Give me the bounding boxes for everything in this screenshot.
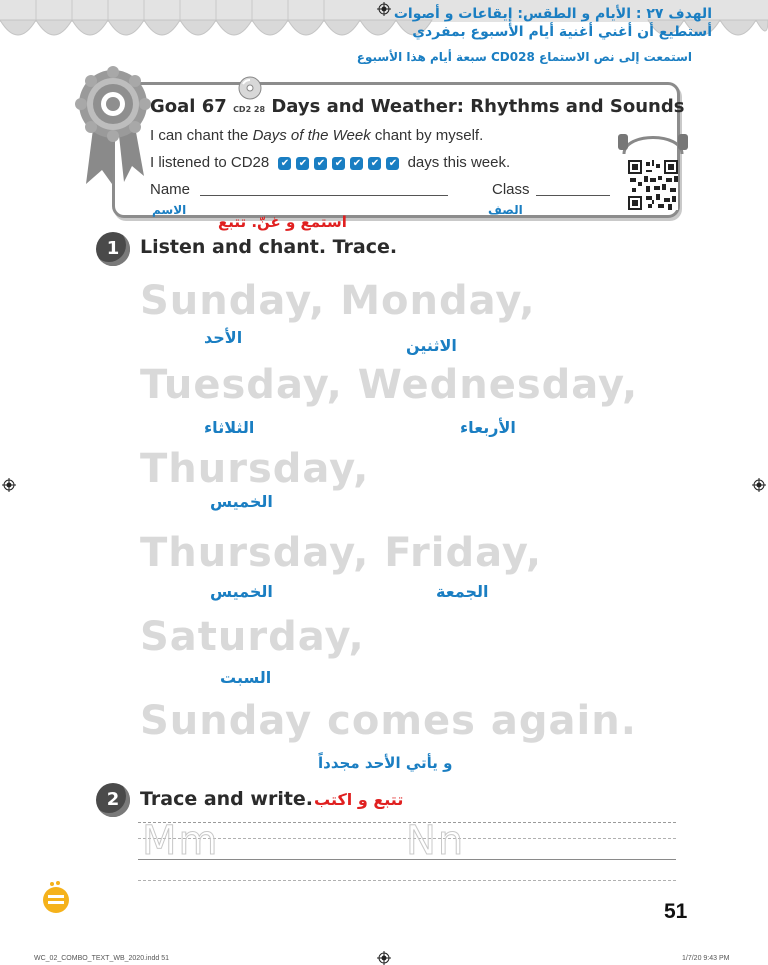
registration-mark-icon bbox=[2, 478, 16, 492]
arabic-section2-instruction: تتبع و اكتب bbox=[314, 790, 404, 809]
arabic-tuesday: الثلاثاء bbox=[204, 418, 255, 437]
headphones-icon bbox=[614, 124, 692, 158]
arabic-goal-title: الهدف ٢٧ : الأيام و الطقس: إيقاعات و أصوات bbox=[393, 6, 712, 22]
name-label: Name bbox=[150, 181, 191, 198]
check-icon[interactable]: ✔ bbox=[278, 157, 291, 170]
arabic-wednesday: الأربعاء bbox=[460, 418, 516, 437]
name-field[interactable] bbox=[200, 195, 448, 196]
arabic-monday: الاثنين bbox=[406, 336, 457, 355]
can-chant-prefix: I can chant the bbox=[150, 127, 253, 144]
trace-line-6: Sunday comes again. bbox=[140, 698, 637, 744]
trace-line-1: Sunday, Monday, bbox=[140, 278, 536, 324]
day-checkboxes bbox=[273, 154, 399, 171]
trace-letters-m: Mm bbox=[142, 818, 220, 864]
section-1-number: 1 bbox=[96, 232, 130, 266]
can-chant-statement bbox=[150, 127, 483, 144]
arabic-listening-note: استمعت إلى نص الاستماع CD028 سبعة أيام هذا الأسبوع bbox=[356, 50, 692, 64]
award-ribbon-icon bbox=[72, 66, 154, 186]
section-2-title: Trace and write. bbox=[140, 788, 314, 810]
class-label: Class bbox=[492, 181, 530, 198]
check-icon[interactable]: ✔ bbox=[386, 157, 399, 170]
writing-guide-bottom bbox=[138, 880, 676, 881]
arabic-sunday-again: و يأتي الأحد مجدداً bbox=[318, 754, 453, 772]
arabic-goal-statement: أستطيع أن أغني أغنية أيام الأسبوع بمفردي bbox=[412, 24, 712, 40]
check-icon[interactable]: ✔ bbox=[368, 157, 381, 170]
check-icon[interactable]: ✔ bbox=[350, 157, 363, 170]
arabic-thursday-2: الخميس bbox=[210, 582, 273, 601]
trace-letters-n: Nn bbox=[406, 818, 466, 864]
goal-number: Goal 67 bbox=[150, 96, 227, 117]
footer-timestamp: 1/7/20 9:43 PM bbox=[682, 955, 730, 962]
registration-mark-icon bbox=[377, 951, 391, 965]
can-chant-suffix: chant by myself. bbox=[370, 127, 484, 144]
arabic-sunday: الأحد bbox=[204, 328, 243, 347]
check-icon[interactable]: ✔ bbox=[332, 157, 345, 170]
arabic-friday: الجمعة bbox=[436, 582, 489, 601]
footer-file-name: WC_02_COMBO_TEXT_WB_2020.indd 51 bbox=[34, 955, 170, 962]
section-1-title: Listen and chant. Trace. bbox=[140, 236, 398, 258]
check-icon[interactable]: ✔ bbox=[314, 157, 327, 170]
registration-mark-icon bbox=[752, 478, 766, 492]
listened-statement bbox=[150, 154, 510, 171]
arabic-saturday: السبت bbox=[220, 668, 272, 687]
cd-track-code: CD2 28 bbox=[233, 105, 266, 114]
trace-line-4: Thursday, Friday, bbox=[140, 530, 543, 576]
class-field[interactable] bbox=[536, 195, 610, 196]
publisher-logo-icon bbox=[40, 880, 72, 916]
listened-suffix: days this week. bbox=[407, 154, 511, 171]
goal-subtitle: Days and Weather: Rhythms and Sounds bbox=[271, 96, 685, 117]
trace-line-3: Thursday, bbox=[140, 446, 370, 492]
chant-title: Days of the Week bbox=[252, 127, 371, 144]
arabic-section1-instruction: استمع و غنّ. تتبع bbox=[218, 213, 347, 231]
arabic-name-label: الاسم bbox=[152, 203, 187, 217]
qr-code-icon[interactable] bbox=[628, 160, 678, 210]
registration-mark-icon bbox=[377, 2, 391, 16]
check-icon[interactable]: ✔ bbox=[296, 157, 309, 170]
trace-line-5: Saturday, bbox=[140, 614, 365, 660]
goal-title bbox=[150, 96, 684, 117]
trace-line-2: Tuesday, Wednesday, bbox=[140, 362, 639, 408]
page-number: 51 bbox=[664, 900, 688, 923]
section-2-number: 2 bbox=[96, 783, 130, 817]
listened-prefix: I listened to CD28 bbox=[150, 154, 270, 171]
arabic-thursday: الخميس bbox=[210, 492, 273, 511]
arabic-class-label: الصف bbox=[488, 203, 523, 217]
